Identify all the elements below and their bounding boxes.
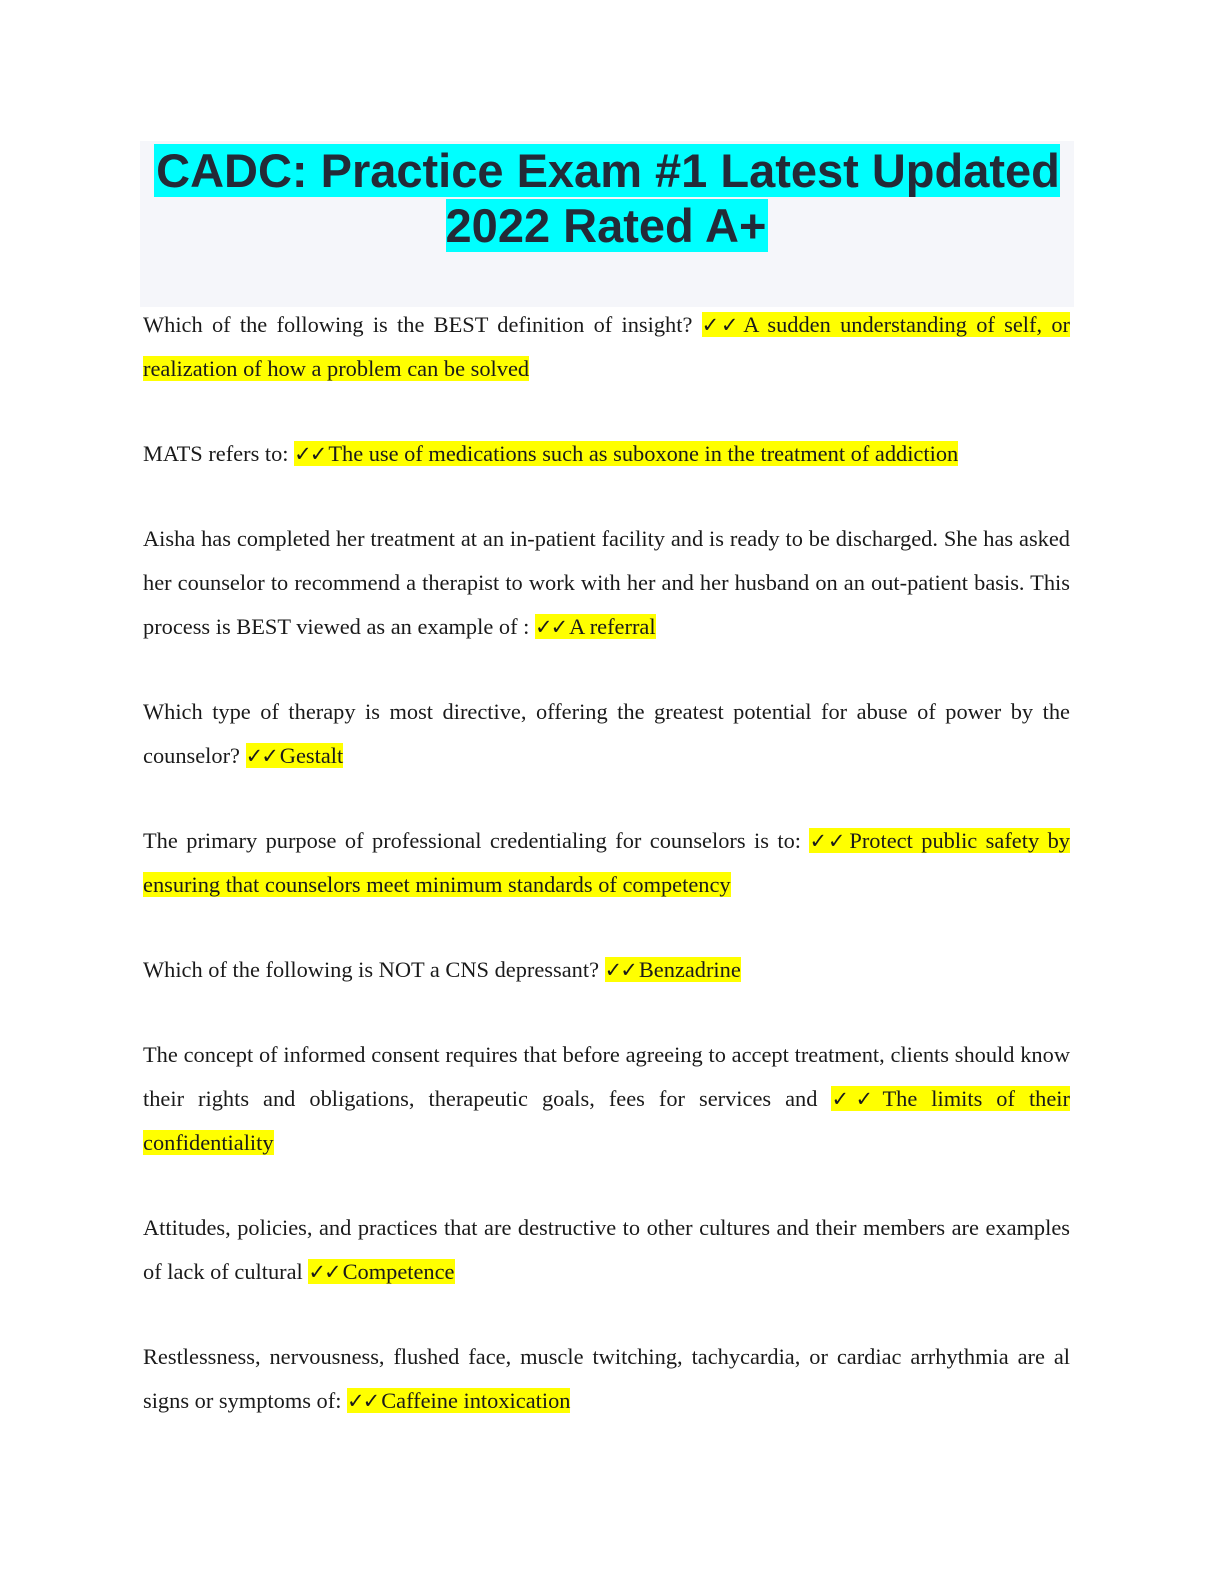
answer-text: A sudden understanding of self, or realization of how a problem can be solved [143, 312, 1070, 381]
answer-text: Benzadrine [638, 957, 741, 982]
qa-item [143, 432, 1070, 476]
qa-item [143, 517, 1070, 649]
double-check-icon: ✓✓ [347, 1389, 379, 1413]
answer-highlight [605, 957, 741, 982]
question-text: Restlessness, nervousness, flushed face, muscle twitching, tachycardia, or cardiac arrhythmia are al signs or symptoms of: [143, 1344, 1070, 1413]
answer-text: Gestalt [279, 743, 344, 768]
qa-item [143, 690, 1070, 778]
question-text: Which of the following is the BEST definition of insight? [143, 312, 702, 337]
answer-text: The use of medications such as suboxone in the treatment of addiction [328, 441, 959, 466]
qa-item [143, 1335, 1070, 1423]
document-title [140, 141, 1074, 253]
qa-item [143, 1033, 1070, 1165]
answer-highlight [246, 743, 344, 768]
answer-text: The limits of their confidentiality [143, 1086, 1070, 1155]
double-check-icon: ✓✓ [308, 1260, 340, 1284]
question-text: Aisha has completed her treatment at an in-patient facility and is ready to be discharged. She has asked her counselor to recommend a therapist to work with her and her husband on an out-patient basis. This process is BEST viewed as an example of : [143, 526, 1070, 639]
double-check-icon: ✓✓ [809, 829, 847, 853]
answer-text: Competence [342, 1259, 455, 1284]
title-block [140, 141, 1074, 307]
answer-highlight [294, 441, 958, 466]
question-text: Attitudes, policies, and practices that are destructive to other cultures and their members are examples of lack of cultural [143, 1215, 1070, 1284]
question-text: The primary purpose of professional credentialing for counselors is to: [143, 828, 810, 853]
question-text: Which of the following is NOT a CNS depressant? [143, 957, 605, 982]
answer-text: Caffeine intoxication [381, 1388, 571, 1413]
answer-highlight [308, 1259, 454, 1284]
question-text: MATS refers to: [143, 441, 295, 466]
answer-text: Protect public safety by ensuring that counselors meet minimum standards of competency [143, 828, 1070, 897]
question-list [143, 303, 1070, 1464]
question-text: Which type of therapy is most directive, offering the greatest potential for abuse of power by the counselor? [143, 699, 1070, 768]
double-check-icon: ✓✓ [604, 958, 636, 982]
double-check-icon: ✓✓ [701, 313, 741, 337]
double-check-icon: ✓✓ [534, 615, 567, 639]
qa-item [143, 1206, 1070, 1294]
question-text: The concept of informed consent requires that before agreeing to accept treatment, clients should know their rights and obligations, therapeutic goals, fees for services and [143, 1042, 1070, 1111]
title-highlight: CADC: Practice Exam #1 Latest Updated 2022 Rated A+ [156, 144, 1060, 252]
answer-highlight [535, 614, 656, 639]
qa-item [143, 948, 1070, 992]
answer-text: A referral [569, 614, 656, 639]
double-check-icon: ✓✓ [831, 1087, 880, 1111]
answer-highlight [347, 1388, 570, 1413]
qa-item [143, 303, 1070, 391]
double-check-icon: ✓✓ [245, 744, 277, 768]
qa-item [143, 819, 1070, 907]
double-check-icon: ✓✓ [294, 442, 326, 466]
